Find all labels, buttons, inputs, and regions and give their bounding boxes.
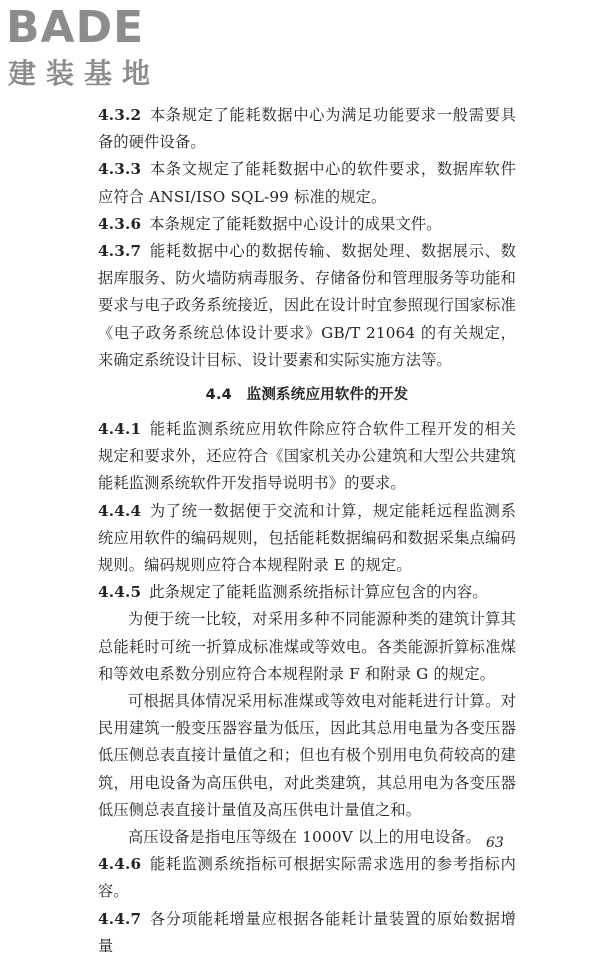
page-number: 63 xyxy=(486,835,504,851)
clause-number: 4.3.3 xyxy=(98,160,142,179)
logo-subtitle: 建装基地 xyxy=(8,57,161,90)
clause-number: 4.4.1 xyxy=(98,420,142,439)
clause-paragraph xyxy=(98,102,516,156)
clause-number: 4.4.5 xyxy=(98,583,142,602)
clause-paragraph xyxy=(98,906,516,960)
clause-text: 本条规定了能耗数据中心设计的成果文件。 xyxy=(149,214,442,233)
clause-paragraph xyxy=(98,498,516,580)
clause-paragraph xyxy=(98,579,516,606)
logo-wordmark: BADE xyxy=(6,2,145,53)
bade-logo xyxy=(6,4,176,94)
clause-text: 本条文规定了能耗数据中心的软件要求，数据库软件应符合 ANSI/ISO SQL-99 标准的规定。 xyxy=(98,160,516,206)
clause-number: 4.4.6 xyxy=(98,855,142,874)
clause-paragraph xyxy=(98,851,516,905)
page-body xyxy=(98,102,516,960)
clause-paragraph xyxy=(98,238,516,374)
clause-paragraph xyxy=(98,156,516,210)
clause-number: 4.3.6 xyxy=(98,214,142,233)
clause-paragraph xyxy=(98,416,516,498)
clause-text: 此条规定了能耗监测系统指标计算应包含的内容。 xyxy=(149,583,488,602)
body-paragraph: 为便于统一比较，对采用多种不同能源种类的建筑计算其总能耗时可统一折算成标准煤或等效电。各类能源折算标准煤和等效电系数分别应符合本规程附录 F 和附录 G 的规定。 xyxy=(98,610,516,683)
clause-text: 能耗监测系统应用软件除应符合软件工程开发的相关规定和要求外，还应符合《国家机关办公建筑和大型公共建筑能耗监测系统软件开发指导说明书》的要求。 xyxy=(98,420,516,493)
clause-paragraph xyxy=(98,211,516,238)
clause-text: 各分项能耗增量应根据各能耗计量装置的原始数据增量 xyxy=(98,909,516,955)
body-paragraph: 可根据具体情况采用标准煤或等效电对能耗进行计算。对民用建筑一般变压器容量为低压，因此其总用电量为各变压器低压侧总表直接计量值之和；但也有极个别用电负荷较高的建筑，用电设备为高压供电，对此类建筑，其总用电为各变压器低压侧总表直接计量值及高压供电计量值之和。 xyxy=(98,692,516,819)
body-paragraph: 高压设备是指电压等级在 1000V 以上的用电设备。 xyxy=(128,828,482,847)
section-heading: 4.4 监测系统应用软件的开发 xyxy=(205,387,409,404)
clause-text: 本条规定了能耗数据中心为满足功能要求一般需要具备的硬件设备。 xyxy=(98,106,516,152)
clause-text: 能耗监测系统指标可根据实际需求选用的参考指标内容。 xyxy=(98,855,516,901)
clause-number: 4.4.4 xyxy=(98,501,142,520)
clause-text: 为了统一数据便于交流和计算，规定能耗远程监测系统应用软件的编码规则，包括能耗数据编码和数据采集点编码规则。编码规则应符合本规程附录 E 的规定。 xyxy=(98,501,516,575)
clause-number: 4.3.2 xyxy=(98,106,142,124)
clause-number: 4.4.7 xyxy=(98,909,142,928)
clause-number: 4.3.7 xyxy=(98,242,142,261)
clause-text: 能耗数据中心的数据传输、数据处理、数据展示、数据库服务、防火墙防病毒服务、存储备份和管理服务等功能和要求与电子政务系统接近，因此在设计时宜参照现行国家标准《电子政务系统总体设计要求》GB/T 21064 的有关规定，来确定系统设计目标、设计要素和实际实施方法等。 xyxy=(98,242,516,369)
